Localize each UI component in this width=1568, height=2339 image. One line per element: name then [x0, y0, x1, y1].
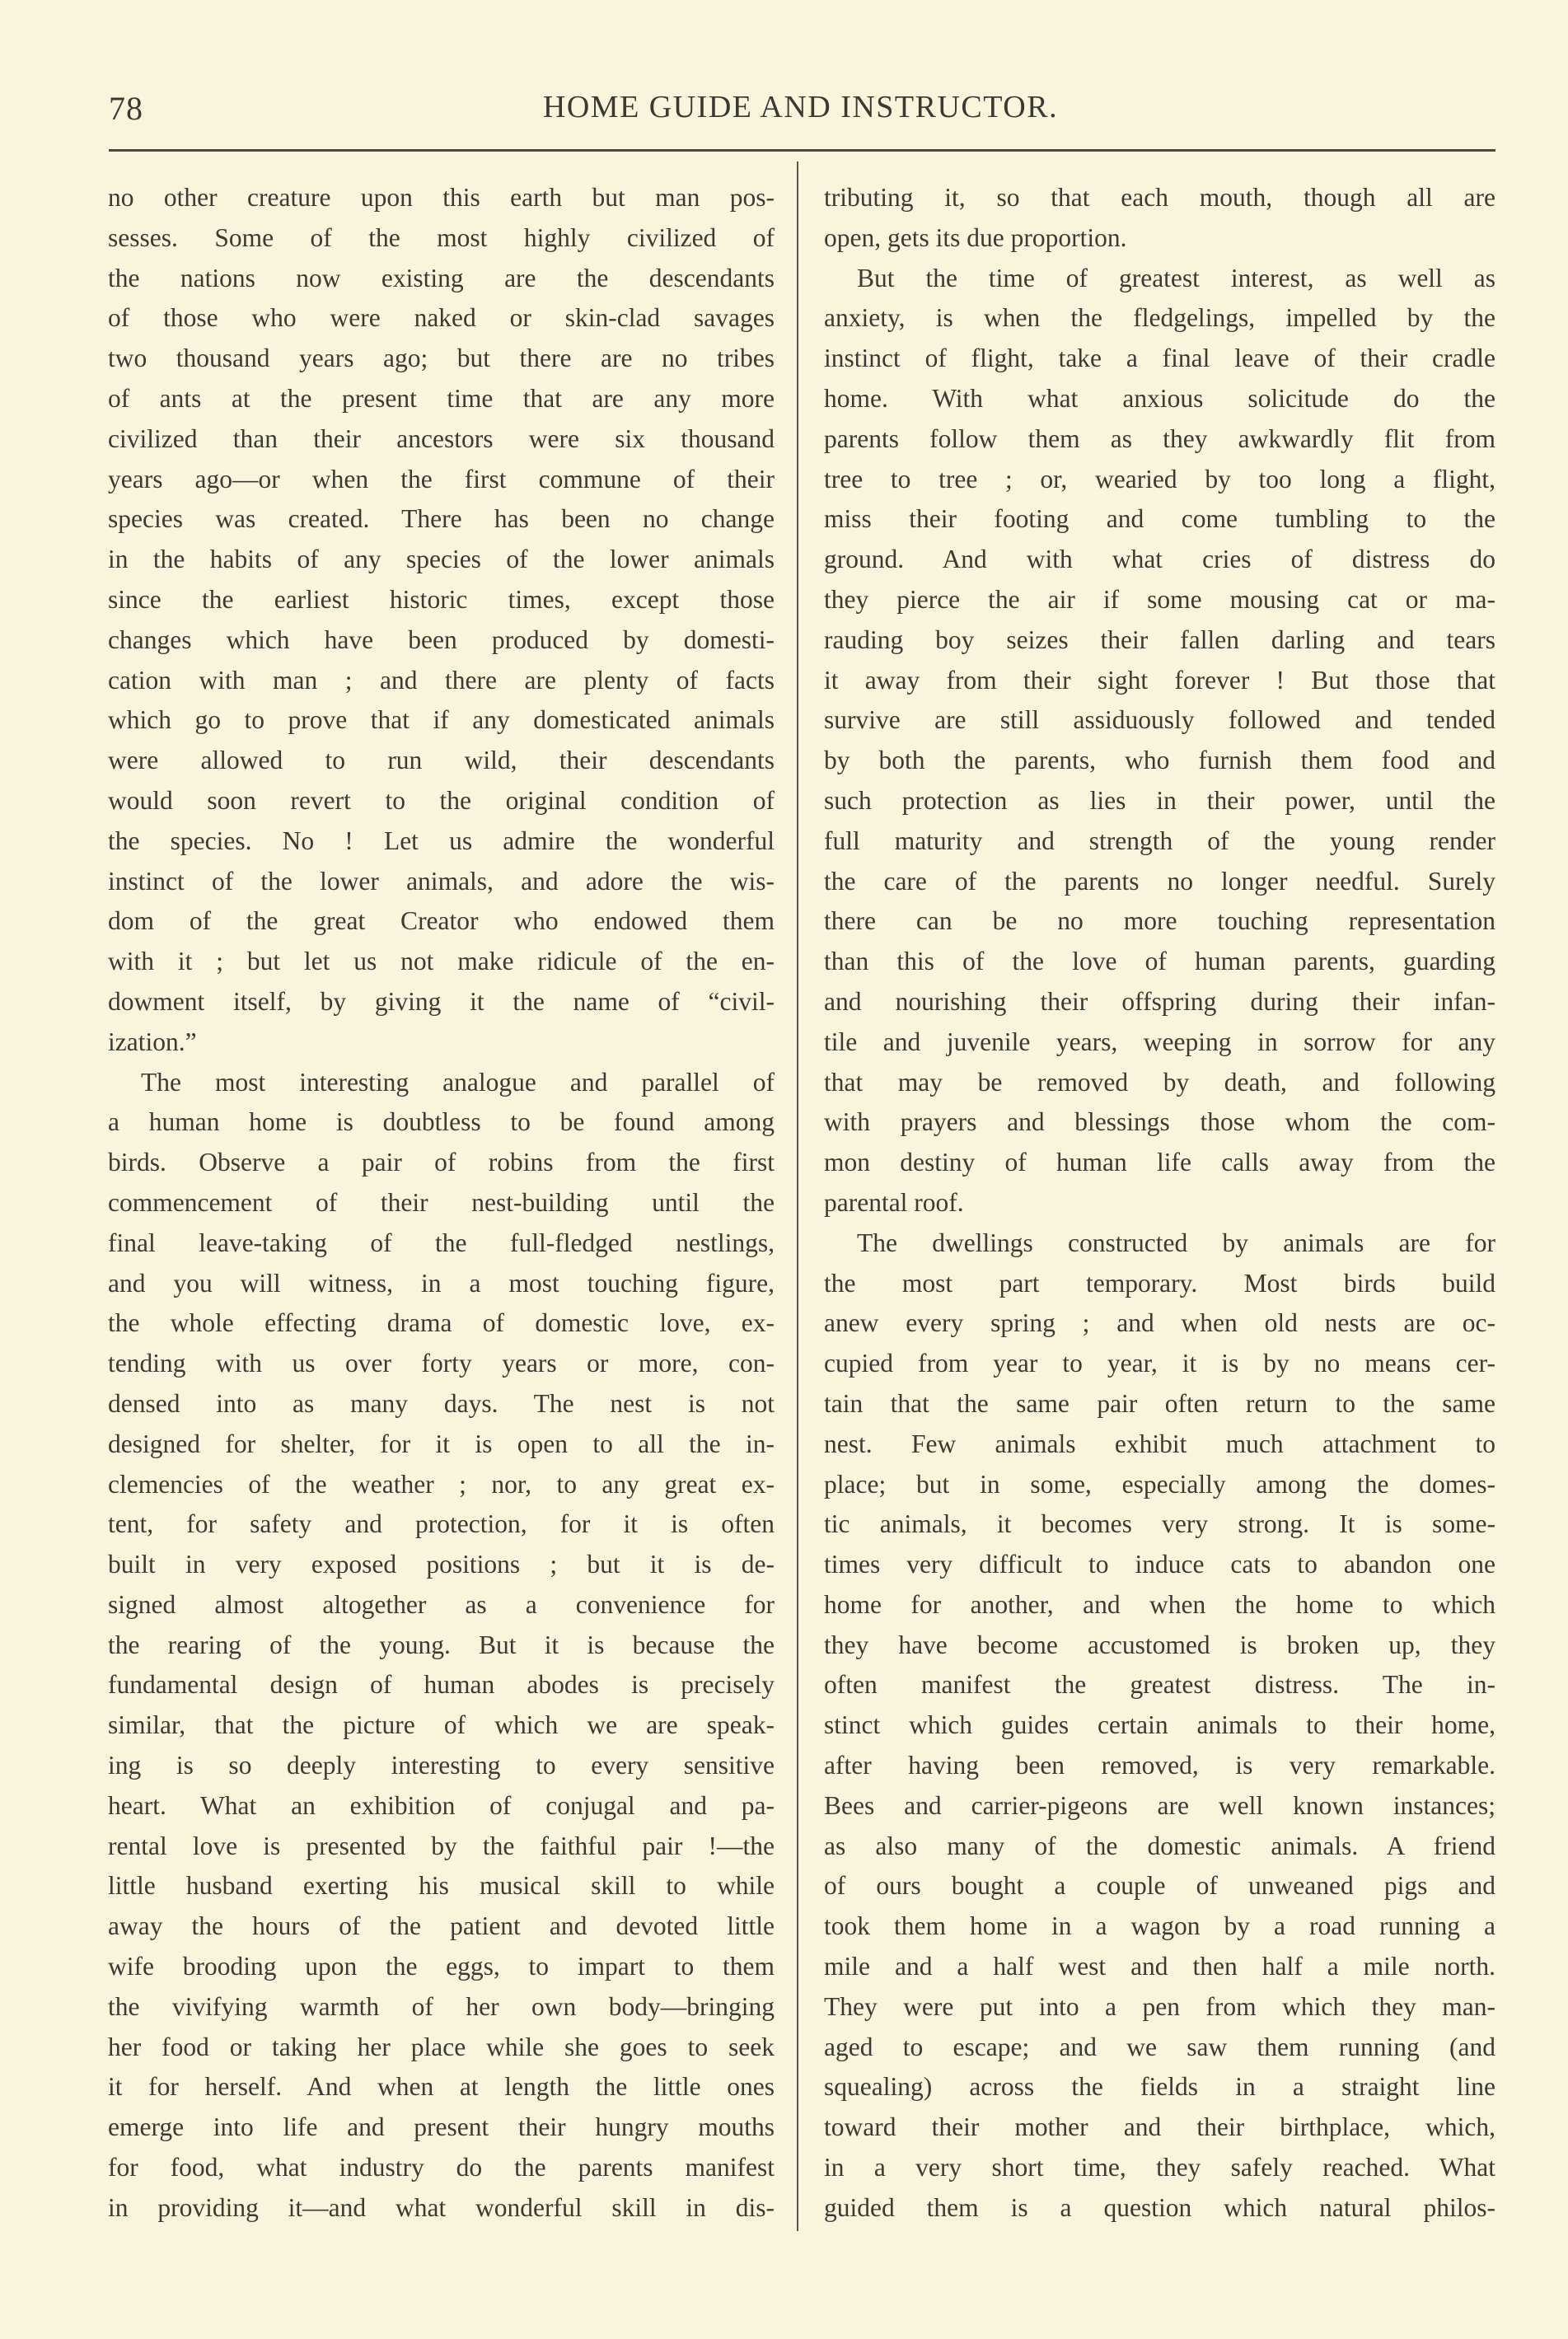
text-line: often manifest the greatest distress. The in- [824, 1670, 1495, 1700]
text-line: clemencies of the weather ; nor, to any great ex- [108, 1469, 775, 1499]
text-line: place; but in some, especially among the domes- [824, 1469, 1495, 1499]
text-line: no other creature upon this earth but man pos- [108, 183, 775, 212]
text-line: the care of the parents no longer needful. Surely [824, 866, 1495, 896]
text-line: little husband exerting his musical skill to while [108, 1871, 775, 1901]
text-line: and you will witness, in a most touching figure, [108, 1268, 775, 1298]
text-line: sesses. Some of the most highly civilized of [108, 222, 775, 252]
text-line: squealing) across the fields in a straight line [824, 2072, 1495, 2102]
text-line: such protection as lies in their power, until the [824, 785, 1495, 815]
text-line: But the time of greatest interest, as well as [857, 263, 1495, 292]
text-line: similar, that the picture of which we are speak- [108, 1710, 775, 1740]
text-line: fundamental design of human abodes is precisely [108, 1670, 775, 1700]
text-line: were allowed to run wild, their descendants [108, 746, 775, 775]
text-line: dom of the great Creator who endowed them [108, 906, 775, 936]
text-line: than this of the love of human parents, guarding [824, 947, 1495, 976]
text-line: by both the parents, who furnish them food and [824, 746, 1495, 775]
text-line: ground. And with what cries of distress do [824, 545, 1495, 574]
text-line: in providing it—and what wonderful skill in dis- [108, 2192, 775, 2222]
running-title: HOME GUIDE AND INSTRUCTOR. [542, 90, 1059, 124]
text-line: it away from their sight forever ! But those that [824, 665, 1495, 695]
text-line: tain that the same pair often return to the same [824, 1388, 1495, 1418]
text-line: birds. Observe a pair of robins from the first [108, 1148, 775, 1177]
text-line: instinct of flight, take a final leave of their cradle [824, 344, 1495, 373]
text-line: it for herself. And when at length the little ones [108, 2072, 775, 2102]
text-line: which go to prove that if any domesticated animals [108, 705, 775, 735]
text-line: they have become accustomed is broken up, they [824, 1630, 1495, 1659]
text-line: heart. What an exhibition of conjugal and pa- [108, 1790, 775, 1820]
text-line: mile and a half west and then half a mile north. [824, 1952, 1495, 1981]
text-line: there can be no more touching representation [824, 906, 1495, 936]
text-line: tributing it, so that each mouth, though all are [824, 183, 1495, 212]
text-line: as also many of the domestic animals. A friend [824, 1831, 1495, 1860]
text-line: survive are still assiduously followed and tended [824, 705, 1495, 735]
text-line: commencement of their nest-building until the [108, 1187, 775, 1217]
text-line: they pierce the air if some mousing cat or ma- [824, 584, 1495, 614]
text-line: for food, what industry do the parents manifest [108, 2153, 775, 2182]
text-line: The most interesting analogue and parallel of [141, 1067, 775, 1097]
text-line: that may be removed by death, and following [824, 1067, 1495, 1097]
text-line: Bees and carrier-pigeons are well known instances; [824, 1790, 1495, 1820]
text-line: the whole effecting drama of domestic love, ex- [108, 1308, 775, 1338]
text-line: open, gets its due proportion. [824, 222, 1127, 252]
text-line: took them home in a wagon by a road running a [824, 1911, 1495, 1941]
text-line: instinct of the lower animals, and adore the wis- [108, 866, 775, 896]
text-line: designed for shelter, for it is open to all the in- [108, 1429, 775, 1458]
text-line: miss their footing and come tumbling to the [824, 504, 1495, 534]
text-line: of those who were naked or skin-clad savages [108, 303, 775, 333]
text-line: built in very exposed positions ; but it is de- [108, 1550, 775, 1579]
text-line: with prayers and blessings those whom the com- [824, 1107, 1495, 1137]
text-line: two thousand years ago; but there are no tribes [108, 344, 775, 373]
text-line: emerge into life and present their hungry mouths [108, 2112, 775, 2142]
text-line: ing is so deeply interesting to every sensitive [108, 1751, 775, 1780]
text-line: aged to escape; and we saw them running (and [824, 2032, 1495, 2061]
text-line: signed almost altogether as a convenience for [108, 1589, 775, 1619]
text-line: a human home is doubtless to be found among [108, 1107, 775, 1137]
text-line: parental roof. [824, 1187, 964, 1217]
text-line: home. With what anxious solicitude do the [824, 383, 1495, 413]
text-line: rauding boy seizes their fallen darling and tears [824, 625, 1495, 654]
text-line: final leave-taking of the full-fledged nestlings, [108, 1228, 775, 1257]
text-line: the species. No ! Let us admire the wonderful [108, 826, 775, 855]
text-column-right [824, 178, 1495, 2229]
text-line: parents follow them as they awkwardly flit from [824, 423, 1495, 453]
text-line: would soon revert to the original condition of [108, 785, 775, 815]
text-line: densed into as many days. The nest is not [108, 1388, 775, 1418]
header-divider [109, 149, 1495, 152]
text-line: cupied from year to year, it is by no means cer- [824, 1349, 1495, 1378]
text-line: species was created. There has been no change [108, 504, 775, 534]
text-line: cation with man ; and there are plenty of facts [108, 665, 775, 695]
text-line: away the hours of the patient and devoted little [108, 1911, 775, 1941]
text-line: years ago—or when the first commune of their [108, 464, 775, 494]
text-line: full maturity and strength of the young render [824, 826, 1495, 855]
text-line: home for another, and when the home to which [824, 1589, 1495, 1619]
text-column-left [108, 178, 775, 2229]
text-line: They were put into a pen from which they man- [824, 1991, 1495, 2021]
text-line: ization.” [108, 1027, 197, 1056]
text-line: toward their mother and their birthplace, which, [824, 2112, 1495, 2142]
text-line: of ours bought a couple of unweaned pigs and [824, 1871, 1495, 1901]
page-number: 78 [109, 90, 143, 127]
text-line: guided them is a question which natural philos- [824, 2192, 1495, 2222]
text-line: tent, for safety and protection, for it is often [108, 1509, 775, 1539]
text-line: dowment itself, by giving it the name of “civil- [108, 986, 775, 1016]
text-line: tic animals, it becomes very strong. It is some- [824, 1509, 1495, 1539]
text-line: stinct which guides certain animals to their home, [824, 1710, 1495, 1740]
text-line: anxiety, is when the fledgelings, impelled by the [824, 303, 1495, 333]
text-line: rental love is presented by the faithful pair !—the [108, 1831, 775, 1860]
text-line: tree to tree ; or, wearied by too long a flight, [824, 464, 1495, 494]
text-line: and nourishing their offspring during their infan- [824, 986, 1495, 1016]
text-line: after having been removed, is very remarkable. [824, 1751, 1495, 1780]
text-line: The dwellings constructed by animals are for [857, 1228, 1495, 1257]
text-line: tending with us over forty years or more, con- [108, 1349, 775, 1378]
text-line: tile and juvenile years, weeping in sorrow for any [824, 1027, 1495, 1056]
text-line: since the earliest historic times, except those [108, 584, 775, 614]
text-line: times very difficult to induce cats to abandon one [824, 1550, 1495, 1579]
text-line: in the habits of any species of the lower animals [108, 545, 775, 574]
text-line: nest. Few animals exhibit much attachment to [824, 1429, 1495, 1458]
text-line: the nations now existing are the descendants [108, 263, 775, 292]
text-line: anew every spring ; and when old nests are oc- [824, 1308, 1495, 1338]
column-divider [797, 161, 798, 2231]
text-line: the vivifying warmth of her own body—bringing [108, 1991, 775, 2021]
text-line: in a very short time, they safely reached. What [824, 2153, 1495, 2182]
text-line: the most part temporary. Most birds build [824, 1268, 1495, 1298]
text-line: with it ; but let us not make ridicule of the en- [108, 947, 775, 976]
text-line: of ants at the present time that are any more [108, 383, 775, 413]
text-line: wife brooding upon the eggs, to impart to them [108, 1952, 775, 1981]
text-line: her food or taking her place while she goes to seek [108, 2032, 775, 2061]
text-line: mon destiny of human life calls away from the [824, 1148, 1495, 1177]
text-line: changes which have been produced by domesti- [108, 625, 775, 654]
text-line: the rearing of the young. But it is because the [108, 1630, 775, 1659]
text-line: civilized than their ancestors were six thousand [108, 423, 775, 453]
